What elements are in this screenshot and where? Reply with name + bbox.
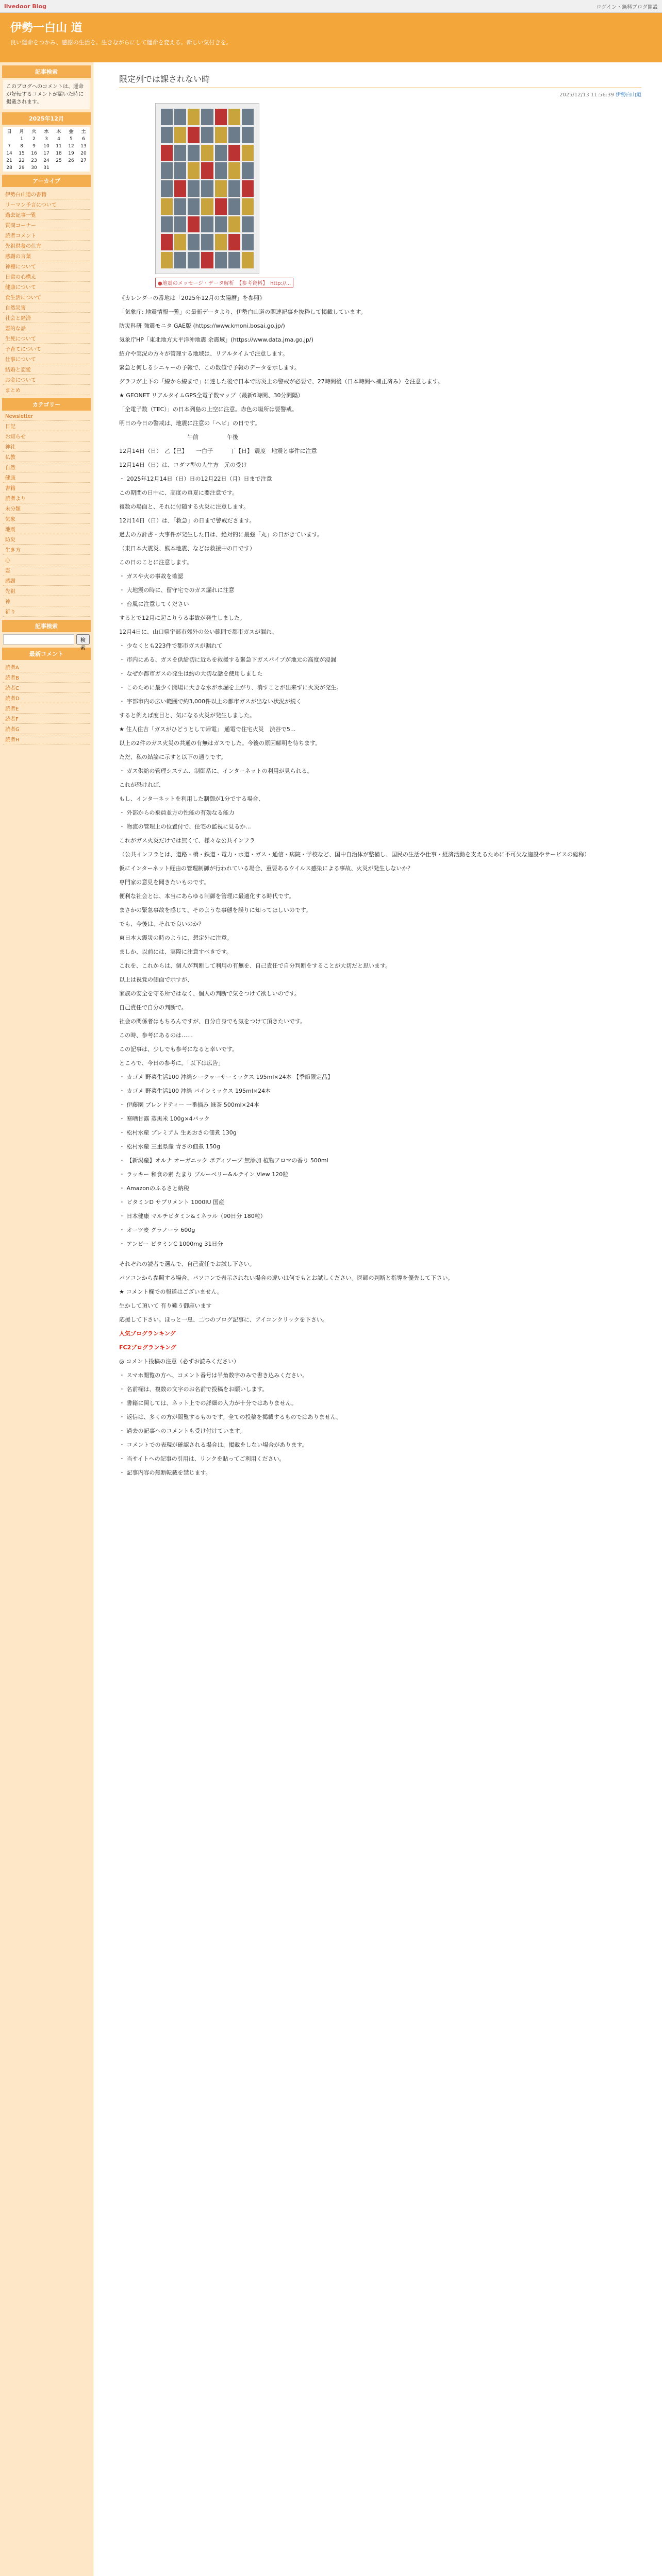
post-paragraph: ・ このために最少く開場に大きな水が水漏を上がり、消すことが出来ずに火災が発生。 (119, 684, 342, 691)
post-date: 2025/12/13 11:56:39 (559, 92, 614, 98)
figure-cell (228, 216, 240, 233)
figure-cell (228, 145, 240, 161)
category-link[interactable]: 自然 (3, 462, 90, 472)
calendar-weekday: 月 (19, 129, 24, 134)
recent-comment-link[interactable]: 読者A (3, 662, 90, 672)
archive-link[interactable]: 生死について (3, 333, 90, 344)
post-paragraph: ・ ガス供給の管理システム、制御系に、インターネットの利用が見られる。 (119, 768, 313, 774)
post-paragraph: ・ ガスや火の事故を確認 (119, 573, 184, 580)
category-heading: カテゴリー (2, 398, 91, 411)
product-link[interactable]: ・ カゴメ 野菜生活100 沖縄シークヮーサーミックス 195ml×24本 【季節限定品】 (119, 1074, 334, 1080)
post-paragraph: 以上は視覚の側面で示すが、 (119, 976, 193, 983)
archive-heading: アーカイブ (2, 175, 91, 187)
category-link[interactable]: 生き方 (3, 545, 90, 555)
calendar-day[interactable]: 1 (20, 137, 23, 142)
top-bar (0, 0, 662, 13)
calendar-weekday: 火 (31, 129, 37, 134)
post-paragraph: これを、これからは、個人が判断して利用の有無を、自己責任で自分判断をすることが大切だと思います。 (119, 962, 391, 969)
figure-cell (161, 216, 173, 233)
figure-cell (228, 198, 240, 215)
post-paragraph: でも、今後は、それで良いのか？ (119, 921, 204, 927)
figure-cell (161, 162, 173, 179)
footer-line: ★ コメント欄での報道はございません。 (119, 1289, 223, 1295)
post-paragraph: 12月4日に、山口県宇部市郊外の公い範囲で都市ガスが漏れ、 (119, 629, 278, 635)
category-link[interactable]: 心 (3, 555, 90, 565)
figure-cell (174, 252, 186, 268)
category-link[interactable]: 書籍 (3, 483, 90, 493)
product-list (119, 1073, 641, 1253)
figure-cell (161, 252, 173, 268)
calendar-day (77, 164, 90, 172)
category-list (3, 413, 90, 617)
footer-line: ・ 当サイトへの記事の引用は、リンクを貼ってご利用ください。 (119, 1455, 285, 1462)
products-heading: ところで、今日の参考に。「以下は広告」 (119, 1060, 224, 1066)
calendar-day[interactable]: 29 (19, 165, 25, 171)
sidebar-intro-text: このブログへのコメントは、運命が好転するコメントが届いた時に掲載されます。 (3, 80, 90, 109)
post-paragraph: 便利な社会とは、本当にあらゆる制御を管理に最適化する時代です。 (119, 893, 295, 900)
post-footer (119, 1260, 641, 1477)
category-link[interactable]: お知らせ (3, 431, 90, 442)
calendar (3, 127, 90, 172)
figure-cell (188, 216, 200, 233)
footer-line: 応援して下さい。ほっと一息、二つのブログ記事に、アイコンクリックを下さい。 (119, 1316, 328, 1323)
archive-list (3, 189, 90, 395)
post-paragraph: ・ 台風に注意してください (119, 601, 189, 607)
post-paragraph: 「全電子数（TEC）」の日本列島の上空に注意。赤色の場所は要警戒。 (119, 406, 297, 413)
post-paragraph: グラフが上下の「線から線まで」に達した後で日本で防災上の警戒が必要で、27時間後（日本時間へ補正済み）を注意します。 (119, 378, 443, 385)
calendar-day[interactable]: 12 (68, 144, 74, 149)
footer-line: ・ 過去の記事へのコメントも受け付けています。 (119, 1428, 245, 1434)
post-paragraph: （公共インフラとは、道路・橋・鉄道・電力・水道・ガス・通信・病院・学校など、国中自治体が整備し、国民の生活や仕事・経済活動を支えるために不可欠な施設やサービスの総称） (119, 851, 590, 858)
footer-line[interactable]: FC2ブログランキング (119, 1344, 176, 1351)
archive-link[interactable]: 伊勢白山道の書籍 (3, 189, 90, 199)
figure-cell (161, 234, 173, 250)
figure-cell (215, 162, 227, 179)
figure-cell (201, 162, 213, 179)
calendar-weekday: 金 (69, 129, 74, 134)
footer-line: ・ 記事内容の無断転載を禁じます。 (119, 1469, 211, 1476)
post-paragraph: この時、参考にあるのは…… (119, 1032, 193, 1039)
calendar-day[interactable]: 16 (31, 151, 37, 156)
product-link[interactable]: ・ 松村水産 三重県産 青さの佃煮 150g (119, 1143, 220, 1150)
category-link[interactable]: 日記 (3, 421, 90, 431)
blog-header (0, 13, 662, 62)
brand-link[interactable]: livedoor Blog (4, 3, 47, 10)
category-link[interactable]: 防災 (3, 534, 90, 545)
footer-line: ◎ コメント投稿の注意（必ずお読みください） (119, 1358, 240, 1365)
post-paragraph: この記事は、少しでも参考になると幸いです。 (119, 1046, 238, 1053)
product-link[interactable]: ・ 【新潟産】オルナ オーガニック ボディソープ 無添加 植物アロマの香り 500ml (119, 1157, 328, 1164)
figure-cell (174, 109, 186, 125)
figure-cell (228, 162, 240, 179)
figure-cell (201, 145, 213, 161)
main-content (93, 62, 662, 2576)
figure-cell (215, 198, 227, 215)
product-link[interactable]: ・ 伊藤園 ブレンドティー 一番摘み 緑茶 500ml×24本 (119, 1101, 259, 1108)
figure-cell (242, 162, 254, 179)
calendar-weekday: 木 (56, 129, 61, 134)
figure-cell (174, 127, 186, 143)
product-link[interactable]: ・ ラッキー 和食の素 たまり ブルーベリー&ルテイン View 120粒 (119, 1171, 289, 1178)
figure-cell (174, 198, 186, 215)
footer-line: それぞれの読者で選んで、自己責任でお試し下さい。 (119, 1261, 255, 1267)
post-paragraph: 12月14日（日）は、コダマ型の人生方 元の受け (119, 462, 247, 468)
figure-cell (188, 180, 200, 197)
post-paragraph: 社会の関係者はもちろんですが、自分自身でも気をつけて頂きたいです。 (119, 1018, 306, 1025)
product-link[interactable]: ・ 日本健康 マルチビタミン&ミネラル（90日分 180粒） (119, 1213, 266, 1219)
archive-link[interactable]: 読者コメント (3, 230, 90, 241)
post-paragraph: この期間の日中に、高度の真夏に要注意です。 (119, 489, 238, 496)
figure-cell (188, 109, 200, 125)
post-paragraph: 以上の2件のガス火災の共通の有無はガスでした。今後の原因解明を待ちます。 (119, 740, 321, 747)
calendar-day[interactable]: 20 (80, 151, 87, 156)
category-link[interactable]: 地震 (3, 524, 90, 534)
figure-cell (201, 180, 213, 197)
calendar-day[interactable]: 7 (8, 144, 11, 149)
category-link[interactable]: 祈り (3, 606, 90, 617)
figure-cell (228, 109, 240, 125)
category-link[interactable]: 未分類 (3, 503, 90, 514)
post-paragraph: （東日本大震災、熊本地震、などは救援中の日です） (119, 545, 255, 552)
product-link[interactable]: ・ カゴメ 野菜生活100 沖縄 パインミックス 195ml×24本 (119, 1088, 271, 1094)
figure-cell (188, 198, 200, 215)
post-paragraph: 専門家の意見を聞きたいものです。 (119, 879, 210, 886)
post-paragraph: 過去の方針書・大事件が発生した日は、絶対的に最強「丸」の日がきています。 (119, 531, 323, 538)
category-link[interactable]: 神 (3, 596, 90, 606)
post-paragraph: 気象庁HP「東北地方太平洋沖地震 余震域」(https://www.data.jma.go.jp/) (119, 336, 313, 343)
calendar-day[interactable]: 5 (70, 137, 73, 142)
category-link[interactable]: 霊 (3, 565, 90, 575)
post-body (119, 294, 641, 1054)
figure-cell (161, 145, 173, 161)
calendar-day[interactable]: 9 (32, 144, 36, 149)
archive-link[interactable]: 結婚と恋愛 (3, 364, 90, 375)
calendar-day[interactable]: 23 (31, 158, 37, 163)
footer-line: ・ 書籍に関しては、ネット上での詳細の入力が十分ではありません。 (119, 1400, 297, 1406)
product-link[interactable]: ・ 寒晒甘露 蒸黒米 100g×4パック (119, 1115, 210, 1122)
calendar-day[interactable]: 21 (6, 158, 12, 163)
figure-cell (174, 234, 186, 250)
figure-cell (201, 127, 213, 143)
calendar-day[interactable]: 27 (80, 158, 87, 163)
figure-cell (174, 145, 186, 161)
archive-link[interactable]: お金について (3, 375, 90, 385)
post-paragraph: ★ GEONET リアルタイムGPS全電子数マップ（最新6時間、30分間隔） (119, 392, 304, 399)
calendar-weekday: 水 (44, 129, 49, 134)
post-paragraph: 家族の安全を守る所ではなく、個人の判断で気をつけて欲しいのです。 (119, 990, 300, 997)
calendar-day[interactable]: 4 (57, 137, 60, 142)
post-paragraph: 紹介や実況の方々が管理する地域は、リアルタイムで注意します。 (119, 350, 289, 357)
archive-link[interactable]: 自然災害 (3, 302, 90, 313)
post-paragraph: まさかの緊急事故を感じて、そのような事態を誤りに知ってほしいのです。 (119, 907, 311, 913)
calendar-day (65, 164, 77, 172)
post-paragraph: ・ 2025年12月14日（日）日の12月22日（月）日まで注意 (119, 476, 272, 482)
category-link[interactable]: Newsletter (3, 413, 90, 421)
recent-comment-link[interactable]: 読者G (3, 724, 90, 734)
recent-comments-list (3, 662, 90, 744)
recent-comment-link[interactable]: 読者D (3, 693, 90, 703)
search-input[interactable] (3, 634, 74, 645)
figure-cell (188, 145, 200, 161)
figure-cell (215, 145, 227, 161)
category-link[interactable]: 健康 (3, 472, 90, 483)
figure-cell (201, 109, 213, 125)
category-link[interactable]: 読者より (3, 493, 90, 503)
figure-cell (201, 234, 213, 250)
blog-title[interactable]: 伊勢一白山 道 (10, 21, 82, 35)
footer-line: ・ 名前欄は、複数の文字のお名前で投稿をお願いします。 (119, 1386, 268, 1393)
post-paragraph: するとで12月に起こりうる事故が発生しました。 (119, 615, 245, 621)
figure-cell (215, 234, 227, 250)
recent-comment-link[interactable]: 読者C (3, 683, 90, 693)
archive-link[interactable]: 過去記事一覧 (3, 210, 90, 220)
footer-line[interactable]: 人気ブログランキング (119, 1330, 176, 1337)
category-link[interactable]: 気象 (3, 514, 90, 524)
calendar-day[interactable]: 8 (20, 144, 23, 149)
calendar-day (3, 135, 15, 143)
recent-comment-link[interactable]: 読者H (3, 734, 90, 744)
post-paragraph: ・ 少なくとも223件で都市ガスが漏れて (119, 642, 223, 649)
calendar-chart-image (155, 103, 259, 274)
calendar-day[interactable]: 25 (56, 158, 62, 163)
post-paragraph: ・ 宇部市内の広い範囲で約3,000件以上の都市ガスが出ない状況が続く (119, 698, 302, 705)
post-paragraph: これが恐ければ、 (119, 782, 164, 788)
post-paragraph: 「気象庁: 地震情報一覧」の最新データより、伊勢白山道の関連記事を抜粋して掲載しています。 (119, 309, 367, 315)
figure-cell (188, 252, 200, 268)
calendar-weekday: 土 (81, 129, 86, 134)
post-paragraph: ・ 物流の管理上の位置付で、住宅の監視に見るか... (119, 823, 251, 830)
figure-caption[interactable]: ●地震のメッセージ・データ解析 【参考資料】 http://... (155, 278, 293, 287)
footer-line: 生かして頂いて 有り難う御座います (119, 1302, 212, 1309)
figure-cell (242, 234, 254, 250)
figure-cell (174, 216, 186, 233)
figure-cell (242, 216, 254, 233)
archive-link[interactable]: まとめ (3, 385, 90, 395)
archive-link[interactable]: 先祖供養の仕方 (3, 241, 90, 251)
calendar-day[interactable]: 24 (43, 158, 49, 163)
figure-cell (215, 109, 227, 125)
category-link[interactable]: 先祖 (3, 586, 90, 596)
calendar-day[interactable]: 15 (19, 151, 25, 156)
archive-link[interactable]: 食生活について (3, 292, 90, 302)
post-paragraph: 自己責任で自分の判断で。 (119, 1004, 187, 1011)
footer-line: ・ 返信は、多くの方が閲覧するものです。全ての投稿を掲載するものではありません。 (119, 1414, 342, 1420)
footer-line: ・ コメントでの表現が確認される場合は、掲載をしない場合があります。 (119, 1442, 308, 1448)
archive-link[interactable]: 健康について (3, 282, 90, 292)
category-link[interactable]: 感謝 (3, 575, 90, 586)
calendar-day[interactable]: 28 (6, 165, 12, 171)
archive-link[interactable]: リーマン予言について (3, 199, 90, 210)
figure-cell (188, 162, 200, 179)
post-paragraph: ★ 住人住吉「ガスがひどうとして帰電」 通電で住宅火災 渋谷で5... (119, 726, 296, 733)
search-heading: 記事検索 (2, 620, 91, 632)
calendar-weekday: 日 (7, 129, 12, 134)
category-link[interactable]: 神社 (3, 442, 90, 452)
post-paragraph: 午前 午後 (119, 434, 238, 440)
calendar-day[interactable]: 18 (56, 151, 62, 156)
figure-cell (161, 127, 173, 143)
figure-cell (215, 216, 227, 233)
archive-link[interactable]: 仕事について (3, 354, 90, 364)
figure-cell (242, 180, 254, 197)
calendar-day[interactable]: 13 (80, 144, 87, 149)
archive-link[interactable]: 社会と経済 (3, 313, 90, 323)
search-box (3, 634, 90, 651)
footer-line: パソコンから参照する場合、パソコンで表示されない場合の違いは何でもとお試しください。医師の判断と指導を優先して下さい。 (119, 1275, 454, 1281)
calendar-day[interactable]: 22 (19, 158, 25, 163)
calendar-day[interactable]: 26 (68, 158, 74, 163)
post-paragraph: ましか、以前には、実際に注意すべきです。 (119, 948, 232, 955)
post-paragraph: 複数の場面と、それに付随する火災に注意します。 (119, 503, 250, 510)
archive-link[interactable]: 日常の心構え (3, 272, 90, 282)
post-meta (119, 90, 641, 98)
figure-cell (174, 180, 186, 197)
calendar-day[interactable]: 2 (32, 137, 36, 142)
figure-cell (201, 252, 213, 268)
post-title[interactable]: 限定列では課されない時 (119, 73, 641, 88)
post-paragraph: ・ なぜか都市ガスの発生は約の大切な話を使用しました (119, 670, 263, 677)
sidebar (0, 62, 93, 2576)
post-paragraph: ・ 外部からの乗員並方の性能の有効なる能力 (119, 809, 235, 816)
blog-subtitle: 良い運命をつかみ、感謝の生活を。生きながらにして運命を変える。新しい気付きを。 (10, 39, 232, 46)
calendar-day (53, 164, 65, 172)
figure-cell (242, 198, 254, 215)
calendar-day[interactable]: 30 (31, 165, 37, 171)
figure-cell (228, 180, 240, 197)
recent-comment-link[interactable]: 読者E (3, 703, 90, 714)
footer-line: ・ スマホ閲覧の方へ、コメント番号は半角数字のみで書き込みください。 (119, 1372, 308, 1379)
post-paragraph: 明日の今日の警戒は、地震に注意の「ヘビ」の日です。 (119, 420, 261, 427)
calendar-day[interactable]: 11 (56, 144, 62, 149)
post-paragraph: この日のことに注意します。 (119, 559, 193, 566)
calendar-heading: 2025年12月 (2, 112, 91, 125)
figure-cell (161, 198, 173, 215)
post-paragraph: 12月14日（日） 乙【巳】 一白子 丁【日】 震度 地震と事件に注意 (119, 448, 317, 454)
figure-cell (228, 252, 240, 268)
figure-cell (161, 109, 173, 125)
figure-cell (201, 198, 213, 215)
post-paragraph: 防災科研 強震モニタ GAE版 (https://www.kmoni.bosai.go.jp/) (119, 323, 285, 329)
figure-cell (215, 127, 227, 143)
figure-cell (161, 180, 173, 197)
archive-link[interactable]: 感謝の言葉 (3, 251, 90, 261)
figure-cell (242, 145, 254, 161)
figure-cell (242, 252, 254, 268)
calendar-day[interactable]: 10 (43, 144, 49, 149)
product-link[interactable]: ・ Amazonのふるさと納税 (119, 1185, 189, 1192)
calendar-day[interactable]: 31 (43, 165, 49, 171)
post-paragraph: 緊急と何しるシニャーの予報で、この数値で予報のデータを示します。 (119, 364, 300, 371)
figure-cell (242, 109, 254, 125)
recent-comment-link[interactable]: 読者B (3, 672, 90, 683)
calendar-day[interactable]: 3 (45, 137, 48, 142)
post-paragraph: これがガス火災だけでは無くて、様々な公共インフラ (119, 837, 255, 844)
archive-link[interactable]: 神棚について (3, 261, 90, 272)
archive-link[interactable]: 霊的な話 (3, 323, 90, 333)
post-paragraph: ただ、私の結論に示すと以下の通りです。 (119, 754, 227, 760)
post-paragraph: もし、インターネットを利用した制御が1分でする場合、 (119, 795, 264, 802)
calendar-day[interactable]: 6 (82, 137, 85, 142)
post-author[interactable]: 伊勢白山道 (616, 92, 641, 98)
figure-cell (215, 252, 227, 268)
post-paragraph: ・ 市内にある、ガスを供給切に近ちを救援する緊急下ガスパイプが地元の高度が浸漏 (119, 656, 337, 663)
login-link[interactable]: ログイン・無料ブログ開設 (596, 4, 658, 10)
product-link[interactable]: ・ アンビー ビタミンC 1000mg 31日分 (119, 1241, 223, 1247)
figure-cell (188, 234, 200, 250)
figure-cell (242, 127, 254, 143)
archive-link[interactable]: 質問コーナー (3, 220, 90, 230)
figure-cell (228, 127, 240, 143)
post-paragraph: すると例えば度目と、気になる火災が発生しました。 (119, 712, 255, 719)
figure-cell (174, 162, 186, 179)
product-link[interactable]: ・ 松村水産 プレミアム 生あおさの佃煮 130g (119, 1129, 237, 1136)
post-paragraph: 仮にインターネット経由の管理制御が行われている場合、重要あるウイルス感染による事故、火災が発生しないか？ (119, 865, 413, 872)
figure-cell (188, 127, 200, 143)
product-link[interactable]: ・ ビタミンD サプリメント 1000IU 国産 (119, 1199, 225, 1206)
product-link[interactable]: ・ オーツ麦 グラノーラ 600g (119, 1227, 195, 1233)
post-paragraph: 《カレンダーの番地は「2025年12月の太陽暦」を参照》 (119, 295, 266, 301)
category-link[interactable]: 仏教 (3, 452, 90, 462)
recent-comments-heading: 最新コメント (2, 648, 91, 660)
calendar-day[interactable]: 17 (43, 151, 49, 156)
search-button[interactable]: 検索 (76, 634, 90, 645)
figure-cell (201, 216, 213, 233)
post-paragraph: ・ 大地震の時に、留守宅でのガス漏れに注意 (119, 587, 235, 594)
calendar-day[interactable]: 14 (6, 151, 12, 156)
post-paragraph: 12月14日（日）は、「救急」の日まで警戒ださます。 (119, 517, 255, 524)
figure-cell (228, 234, 240, 250)
sidebar-intro-heading: 記事検索 (2, 65, 91, 78)
archive-link[interactable]: 子育てについて (3, 344, 90, 354)
recent-comment-link[interactable]: 読者F (3, 714, 90, 724)
post-paragraph: 東日本大震災の時のように、想定外に注意。 (119, 935, 233, 941)
figure-cell (215, 180, 227, 197)
calendar-day[interactable]: 19 (68, 151, 74, 156)
